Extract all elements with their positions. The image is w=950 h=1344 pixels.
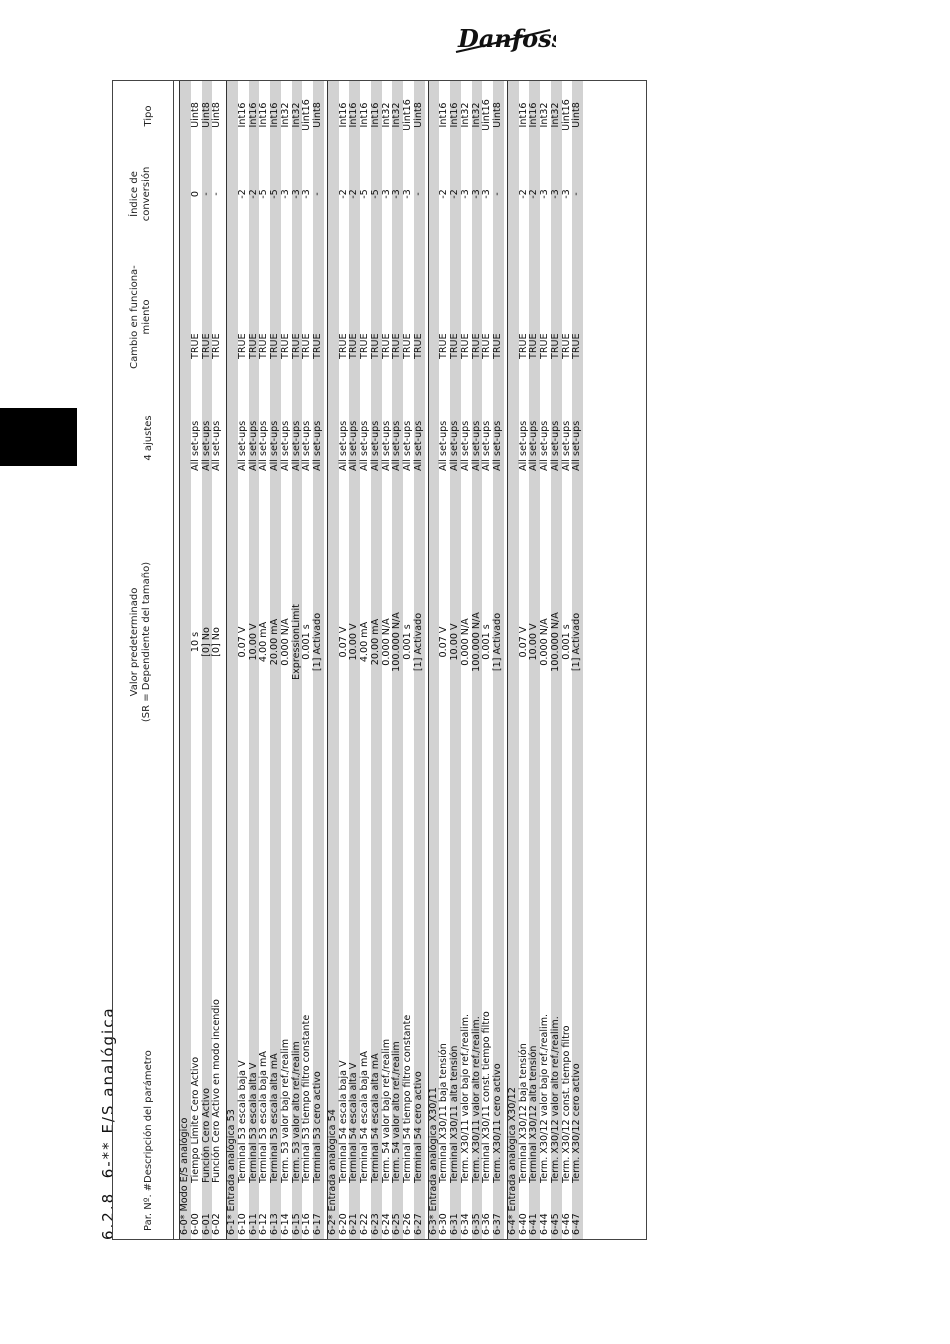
param-change: TRUE: [200, 333, 212, 359]
param-setups: All set-ups: [380, 420, 392, 471]
param-index: -2: [337, 189, 349, 199]
param-number: 6-17: [312, 1213, 323, 1235]
param-index: -3: [380, 189, 392, 199]
parameter-table-frame: [112, 80, 647, 1240]
group-row: [179, 81, 191, 1239]
param-setups: All set-ups: [402, 420, 413, 471]
param-change: TRUE: [459, 333, 471, 359]
param-index: -2: [236, 189, 248, 199]
param-default: 10.00 V: [247, 623, 259, 661]
param-index: -: [412, 192, 424, 196]
param-description: Función Cero Activo: [200, 1088, 212, 1183]
param-change: TRUE: [412, 333, 424, 359]
param-setups: All set-ups: [412, 420, 424, 471]
param-description: Función Cero Activo en modo incendio: [211, 999, 223, 1183]
param-description: Term. X30/11 valor alto ref./realim.: [470, 1016, 482, 1183]
param-default: [1] Activado: [571, 612, 583, 672]
chapter-tab: [0, 408, 77, 466]
header-change-during-operation: Cambio en funciona- miento: [129, 265, 152, 369]
param-description: Terminal 53 cero activo: [312, 1071, 323, 1183]
param-change: TRUE: [247, 333, 259, 359]
param-change: TRUE: [438, 333, 450, 359]
param-index: -3: [549, 189, 561, 199]
param-description: Terminal 53 escala baja mA: [258, 1051, 270, 1183]
param-change: TRUE: [189, 333, 201, 359]
param-number: 6-30: [438, 1213, 450, 1235]
param-change: TRUE: [211, 333, 223, 359]
param-number: 6-11: [247, 1213, 259, 1235]
param-default: [1] Activado: [412, 612, 424, 672]
param-index: -2: [348, 189, 360, 199]
param-change: TRUE: [290, 333, 302, 359]
param-description: Terminal 53 escala alta V: [247, 1062, 259, 1183]
param-number: 6-23: [369, 1213, 381, 1235]
param-change: TRUE: [312, 333, 323, 359]
param-type: Int16: [517, 102, 529, 128]
param-change: TRUE: [528, 333, 540, 359]
param-index: -2: [438, 189, 450, 199]
param-change: TRUE: [391, 333, 403, 359]
param-default: 0.001 s: [301, 624, 313, 660]
param-number: 6-22: [359, 1213, 370, 1235]
param-number: 6-10: [236, 1213, 248, 1235]
param-number: 6-25: [391, 1213, 403, 1235]
param-change: TRUE: [279, 333, 291, 359]
param-setups: All set-ups: [481, 420, 493, 471]
param-setups: All set-ups: [236, 420, 248, 471]
param-default: 0.07 V: [517, 626, 529, 658]
param-number: 6-21: [348, 1213, 360, 1235]
param-default: 4.00 mA: [359, 621, 370, 663]
param-number: 6-34: [459, 1213, 471, 1235]
rotated-page: [94, 80, 654, 1240]
param-index: -5: [369, 189, 381, 199]
table-row: [371, 81, 382, 1239]
param-type: Int32: [470, 102, 482, 128]
param-description: Terminal 53 escala alta mA: [269, 1053, 280, 1183]
param-setups: All set-ups: [269, 420, 280, 471]
param-type: Uint8: [312, 102, 323, 128]
param-setups: All set-ups: [279, 420, 291, 471]
param-description: Terminal 54 escala alta mA: [369, 1053, 381, 1183]
param-setups: All set-ups: [211, 420, 223, 471]
group-row: [507, 81, 519, 1239]
param-number: 6-01: [200, 1213, 212, 1235]
param-index: -5: [359, 189, 370, 199]
param-number: 6-46: [560, 1213, 572, 1235]
param-number: 6-15: [290, 1213, 302, 1235]
param-type: Int16: [337, 102, 349, 128]
param-setups: All set-ups: [359, 420, 370, 471]
param-default: 100.000 N/A: [470, 612, 482, 672]
param-description: Term. 53 valor bajo ref./realim: [279, 1038, 291, 1183]
param-default: 10.00 V: [449, 623, 460, 661]
param-type: Uint16: [301, 99, 313, 131]
table-row: [313, 81, 324, 1239]
param-type: Int16: [359, 102, 370, 128]
table-row: [414, 81, 425, 1239]
param-number: 6-16: [301, 1213, 313, 1235]
param-index: -3: [470, 189, 482, 199]
param-type: Int16: [269, 102, 280, 128]
param-type: Uint8: [189, 102, 201, 128]
table-row: [281, 81, 292, 1239]
param-index: -2: [449, 189, 460, 199]
header-default-value: Valor predeterminado (SR = Dependiente del tamaño): [129, 561, 152, 723]
param-default: 0.001 s: [402, 624, 413, 660]
param-setups: All set-ups: [517, 420, 529, 471]
param-default: 10.00 V: [528, 623, 540, 661]
param-type: Uint8: [412, 102, 424, 128]
table-row: [572, 81, 583, 1239]
param-setups: All set-ups: [290, 420, 302, 471]
group-row: [327, 81, 339, 1239]
param-description: Terminal 54 tiempo filtro constante: [402, 1014, 413, 1183]
param-description: Terminal X30/11 const. tiempo filtro: [481, 1011, 493, 1183]
param-index: -3: [301, 189, 313, 199]
param-default: 100.000 N/A: [549, 612, 561, 672]
param-default: 10.00 V: [348, 623, 360, 661]
param-default: [0] No: [211, 627, 223, 657]
param-type: Uint8: [492, 102, 503, 128]
param-change: TRUE: [359, 333, 370, 359]
param-default: 10 s: [189, 631, 201, 653]
param-setups: All set-ups: [189, 420, 201, 471]
section-number: 6.2.8: [99, 1191, 117, 1240]
param-default: 20.00 mA: [269, 618, 280, 666]
param-default: 0.07 V: [236, 626, 248, 658]
param-setups: All set-ups: [492, 420, 503, 471]
table-row: [551, 81, 562, 1239]
param-index: -3: [391, 189, 403, 199]
group-row: [226, 81, 238, 1239]
header-description: Descripción del parámetro: [143, 1050, 154, 1183]
param-default: 0.001 s: [481, 624, 493, 660]
param-index: -: [200, 192, 212, 196]
param-description: Term. 53 valor alto ref./realim: [290, 1041, 302, 1183]
param-index: 0: [189, 190, 201, 198]
param-change: TRUE: [258, 333, 270, 359]
param-number: 6-00: [189, 1213, 201, 1235]
param-default: 100.000 N/A: [391, 612, 403, 672]
group-label: 6-0* Modo E/S analógico: [179, 1117, 190, 1235]
param-type: Uint16: [402, 99, 413, 131]
param-default: 4.00 mA: [258, 621, 270, 663]
param-type: Int16: [236, 102, 248, 128]
param-type: Uint8: [200, 102, 212, 128]
param-index: -: [571, 192, 583, 196]
param-description: Terminal X30/12 baja tensión: [517, 1043, 529, 1183]
param-description: Terminal 54 escala baja V: [337, 1060, 349, 1183]
param-description: Term. 54 valor bajo ref./realim: [380, 1038, 392, 1183]
group-label: 6-1* Entrada analógica 53: [226, 1109, 237, 1235]
param-setups: All set-ups: [369, 420, 381, 471]
param-change: TRUE: [369, 333, 381, 359]
param-index: -: [211, 192, 223, 196]
param-default: 20.00 mA: [369, 618, 381, 666]
param-type: Uint8: [211, 102, 223, 128]
param-type: Uint16: [560, 99, 572, 131]
param-setups: All set-ups: [301, 420, 313, 471]
table-row: [212, 81, 223, 1239]
param-type: Int32: [539, 102, 550, 128]
param-number: 6-13: [269, 1213, 280, 1235]
param-type: Int16: [528, 102, 540, 128]
header-setups: 4 ajustes: [143, 415, 154, 461]
param-index: -3: [290, 189, 302, 199]
param-description: Tiempo Límite Cero Activo: [189, 1056, 201, 1183]
param-description: Term. X30/12 valor bajo ref./realim.: [539, 1013, 550, 1183]
param-default: 0.000 N/A: [459, 618, 471, 666]
param-index: -2: [528, 189, 540, 199]
param-index: -3: [481, 189, 493, 199]
param-setups: All set-ups: [247, 420, 259, 471]
param-description: Term. X30/11 valor bajo ref./realim.: [459, 1013, 471, 1183]
param-default: ExpressionLimit: [290, 604, 302, 680]
param-default: [1] Activado: [312, 612, 323, 672]
param-setups: All set-ups: [539, 420, 550, 471]
param-number: 6-40: [517, 1213, 529, 1235]
danfoss-logo: [452, 20, 556, 58]
group-label: 6-4* Entrada analógica X30/12: [506, 1087, 518, 1235]
param-number: 6-37: [492, 1213, 503, 1235]
param-description: Term. X30/12 cero activo: [571, 1063, 583, 1183]
param-type: Int32: [380, 102, 392, 128]
param-type: Uint8: [571, 102, 583, 128]
group-label: 6-3* Entrada analógica X30/11: [427, 1087, 439, 1235]
section-title: 6-** E/S analógica: [99, 1006, 117, 1179]
param-index: -5: [258, 189, 270, 199]
param-setups: All set-ups: [258, 420, 270, 471]
param-number: 6-14: [279, 1213, 291, 1235]
param-number: 6-26: [402, 1213, 413, 1235]
param-index: -3: [560, 189, 572, 199]
param-change: TRUE: [470, 333, 482, 359]
param-type: Int32: [279, 102, 291, 128]
param-index: -: [312, 192, 323, 196]
param-description: Terminal X30/11 baja tensión: [438, 1043, 450, 1183]
param-number: 6-41: [528, 1213, 540, 1235]
param-number: 6-20: [337, 1213, 349, 1235]
group-label: 6-2* Entrada analógica 54: [326, 1109, 338, 1235]
param-index: -3: [279, 189, 291, 199]
param-description: Term. X30/11 cero activo: [492, 1063, 503, 1183]
param-type: Int16: [348, 102, 360, 128]
param-change: TRUE: [481, 333, 493, 359]
header-rule: [173, 81, 174, 1239]
param-description: Terminal X30/12 alta tensión: [528, 1045, 540, 1183]
param-setups: All set-ups: [560, 420, 572, 471]
param-type: Int32: [290, 102, 302, 128]
param-number: 6-45: [549, 1213, 561, 1235]
param-default: 0.000 N/A: [380, 618, 392, 666]
table-row: [461, 81, 472, 1239]
param-number: 6-31: [449, 1213, 460, 1235]
param-setups: All set-ups: [549, 420, 561, 471]
param-change: TRUE: [236, 333, 248, 359]
param-change: TRUE: [301, 333, 313, 359]
param-setups: All set-ups: [391, 420, 403, 471]
param-description: Terminal 54 escala baja mA: [359, 1051, 370, 1183]
param-index: -: [492, 192, 503, 196]
param-type: Int32: [549, 102, 561, 128]
param-number: 6-02: [211, 1213, 223, 1235]
param-change: TRUE: [560, 333, 572, 359]
param-default: 0.07 V: [337, 626, 349, 658]
param-change: TRUE: [348, 333, 360, 359]
param-description: Terminal 54 escala alta V: [348, 1062, 360, 1183]
param-description: Terminal X30/11 alta tensión: [449, 1045, 460, 1183]
table-row: [191, 81, 202, 1239]
param-number: 6-44: [539, 1213, 550, 1235]
param-setups: All set-ups: [449, 420, 460, 471]
parameter-table: [179, 81, 586, 1239]
param-setups: All set-ups: [459, 420, 471, 471]
param-change: TRUE: [539, 333, 550, 359]
param-change: TRUE: [549, 333, 561, 359]
param-type: Uint16: [481, 99, 493, 131]
param-change: TRUE: [337, 333, 349, 359]
header-conversion-index: Índice de conversión: [129, 166, 152, 222]
param-change: TRUE: [571, 333, 583, 359]
param-change: TRUE: [269, 333, 280, 359]
param-type: Int32: [459, 102, 471, 128]
param-description: Terminal 53 escala baja V: [236, 1060, 248, 1183]
param-setups: All set-ups: [470, 420, 482, 471]
param-number: 6-27: [412, 1213, 424, 1235]
param-setups: All set-ups: [528, 420, 540, 471]
param-description: Terminal 54 cero activo: [412, 1071, 424, 1183]
param-default: 0.000 N/A: [539, 618, 550, 666]
param-setups: All set-ups: [571, 420, 583, 471]
param-setups: All set-ups: [200, 420, 212, 471]
param-change: TRUE: [492, 333, 503, 359]
param-default: [0] No: [200, 627, 212, 657]
param-change: TRUE: [449, 333, 460, 359]
param-type: Int16: [247, 102, 259, 128]
param-description: Term. 54 valor alto ref./realim: [391, 1041, 403, 1183]
param-default: 0.001 s: [560, 624, 572, 660]
param-type: Int32: [391, 102, 403, 128]
param-index: -3: [539, 189, 550, 199]
param-default: 0.07 V: [438, 626, 450, 658]
param-index: -2: [517, 189, 529, 199]
param-number: 6-47: [571, 1213, 583, 1235]
param-number: 6-12: [258, 1213, 270, 1235]
param-setups: All set-ups: [337, 420, 349, 471]
table-row: [493, 81, 504, 1239]
param-setups: All set-ups: [438, 420, 450, 471]
param-default: [1] Activado: [492, 612, 503, 672]
param-change: TRUE: [402, 333, 413, 359]
param-description: Terminal 53 tiempo filtro constante: [301, 1014, 313, 1183]
param-description: Term. X30/12 const. tiempo filtro: [560, 1025, 572, 1183]
param-type: Int16: [449, 102, 460, 128]
param-index: -3: [402, 189, 413, 199]
param-type: Int16: [258, 102, 270, 128]
param-default: 0.000 N/A: [279, 618, 291, 666]
param-number: 6-36: [481, 1213, 493, 1235]
param-index: -3: [459, 189, 471, 199]
param-number: 6-35: [470, 1213, 482, 1235]
param-description: Term. X30/12 valor alto ref./realim.: [549, 1016, 561, 1183]
param-change: TRUE: [380, 333, 392, 359]
header-par: Par. Nº. #: [143, 1182, 154, 1231]
param-setups: All set-ups: [312, 420, 323, 471]
param-index: -5: [269, 189, 280, 199]
param-number: 6-24: [380, 1213, 392, 1235]
param-type: Int16: [438, 102, 450, 128]
param-setups: All set-ups: [348, 420, 360, 471]
table-row: [238, 81, 249, 1239]
header-type: Tipo: [143, 105, 154, 127]
param-type: Int16: [369, 102, 381, 128]
logo-text: Danfoss: [458, 24, 556, 53]
param-change: TRUE: [517, 333, 529, 359]
param-index: -2: [247, 189, 259, 199]
